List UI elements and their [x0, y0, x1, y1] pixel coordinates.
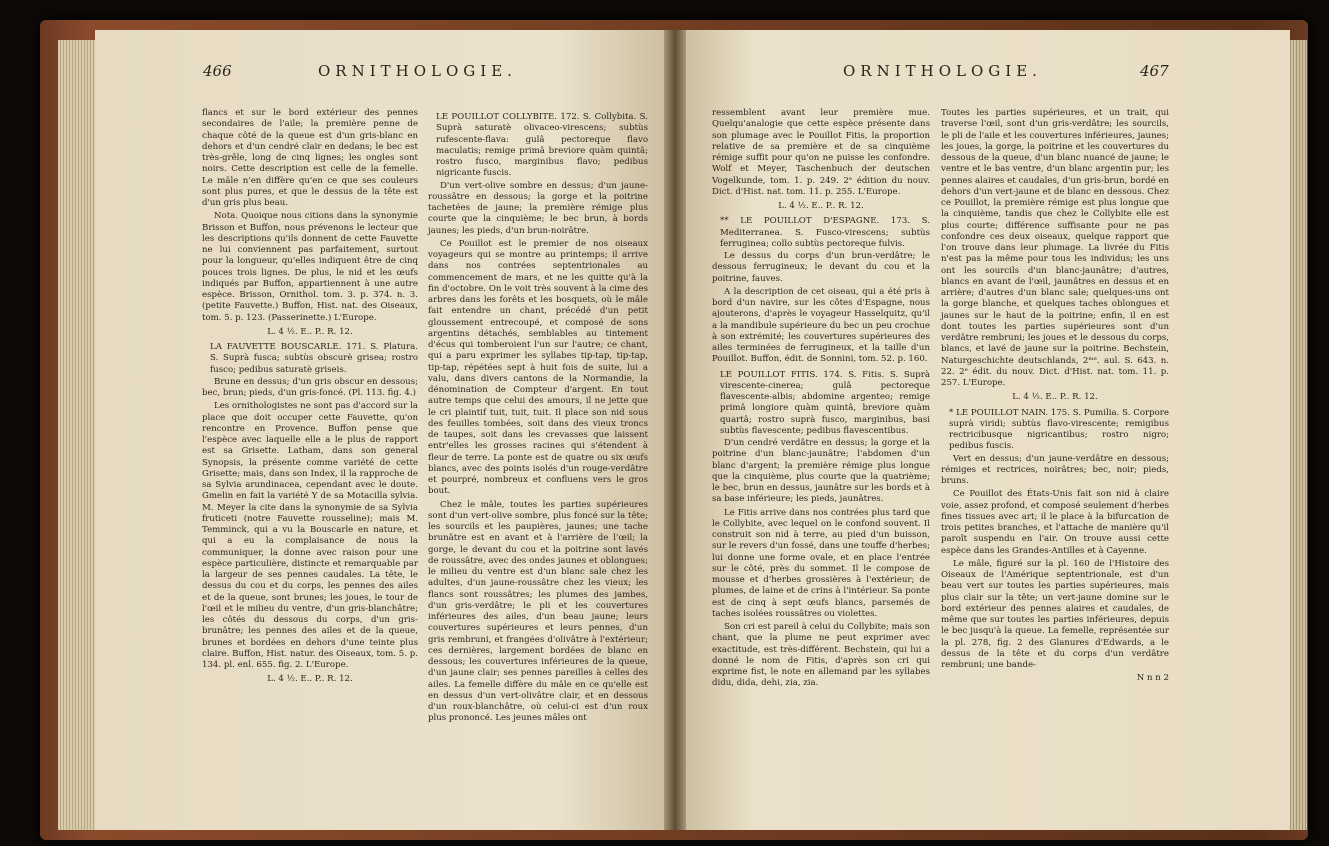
- paragraph: Le Fitis arrive dans nos contrées plus tard que le Collybite, avec lequel on le confond souvent. Il construit son nid à terre, au pied d'un buisson, sur le revers d'un fossé, dans une touffe d'herbes; lui donne une forme ovale, et en place l'entrée sur le côté, près du sommet. Il le compose de mousse et d'herbes grossières à l'extérieur; de plumes, de laine et de crins à l'intérieur. Sa ponte est de cinq à sept œufs blancs, parsemés de taches isolées roussâtres ou violettes.: [712, 507, 930, 619]
- paragraph: Le mâle, figuré sur la pl. 160 de l'Histoire des Oiseaux de l'Amérique septentrionale, est d'un beau vert sur toutes les parties supérieures, mais plus clair sur la tête; un vert-jaune domine sur le bord extérieur des pennes alaires et caudales, de même que sur toutes les parties inférieures, depuis le bec jusqu'à la queue. La femelle, représentée sur la pl. 278, fig. 2 des Glanures d'Edwards, a le dessus de la tête et du corps d'un verdâtre rembruni; une bande-: [941, 558, 1169, 670]
- species-entry-heading: * LE POUILLOT NAIN. 175. S. Pumilia. S. Corpore suprà viridi; subtùs flavo-virescente; remigibus rectricibusque nigricantibus; rostro nigro; pedibus fuscis.: [949, 407, 1169, 452]
- paragraph: Le dessus du corps d'un brun-verdâtre; le dessous ferrugineux; le devant du cou et la poitrine, fauves.: [712, 251, 930, 284]
- paragraph: ressemblent avant leur première mue. Quelqu'analogie que cette espèce présente dans son plumage avec le Pouillot Fitis, la proportion relative de sa première et de sa cinquième rémige suffit pour qu'on ne puisse les confondre. Wolf et Meyer, Taschenbuch der deutschen Vogelkunde, tom. 1. p. 249. 2ᵉ édition du nouv. Dict. d'Hist. nat. tom. 11. p. 255. L'Europe.: [712, 108, 930, 197]
- paragraph: A la description de cet oiseau, qui a été pris à bord d'un navire, sur les côtes d'Espagne, nous ajouterons, d'après le voyageur Hasselquitz, qu'il a la mandibule supérieure du bec un peu crochue à son extrémité; les couvertures supérieures des ailes terminées de ferrugineux, et la taille d'un Pouillot. Buffon, édit. de Sonnini, tom. 52. p. 160.: [712, 286, 930, 365]
- left-page-number: 466: [203, 62, 232, 80]
- paragraph: Chez le mâle, toutes les parties supérieures sont d'un vert-olive sombre, plus foncé sur la tête; les sourcils et les paupières, jaunes; une tache brunâtre est en avant et à l'arrière de l'œil; la gorge, le devant du cou et la poitrine sont lavés de roussâtre, avec des ondes jaunes et oblongues; le milieu du ventre est d'un blanc sale chez les adultes, d'un jaune-roussâtre chez les vieux; les flancs sont roussâtres; les plumes des jambes, d'un gris-verdâtre; le pli et les couvertures inférieures des ailes, d'un beau jaune; leurs couvertures supérieures et leurs pennes, d'un gris rembruni, et frangées d'olivâtre à l'extérieur; ces dernières, largement bordées de blanc en dessous; les couvertures inférieures de la queue, d'un jaune clair; ses pennes pareilles à celles des ailes. La femelle diffère du mâle en ce qu'elle est en dessus d'un vert-olivâtre clair, et en dessous d'un roux-blanchâtre, où celui-ci est d'un roux plus prononcé. Les jeunes mâles ont: [428, 499, 648, 724]
- paragraph: Son cri est pareil à celui du Collybite; mais son chant, que la plume ne peut exprimer avec exactitude, est très-différent. Bechstein, qui lui a donné le nom de Fitis, d'après son cri qui exprime fist, le note en allemand par les syllabes didu, dida, dehi, zia, zia.: [712, 622, 930, 689]
- measurement-line: L. 4 ½. E.. P.. R. 12.: [267, 674, 353, 685]
- paragraph: Les ornithologistes ne sont pas d'accord sur la place que doit occuper cette Fauvette, qu'on rencontre en Provence. Buffon pense que l'espèce avec laquelle elle a le plus de rapport est sa Grisette. Latham, dans son general Synopsis, la présente comme variété de cette Grisette; mais, dans son Index, il la rapproche de sa Sylvia arundinacea, cependant avec le doute. Gmelin en fait la variété Y de sa Motacilla sylvia. M. Meyer la cite dans la synonymie de sa Sylvia fruticeti (notre Fauvette rousseline); mais M. Temminck, qui a vu la Bouscarle en nature, et qui a eu la complaisance de nous la communiquer, la donne avec raison pour une espèce particulière, distincte et remarquable par la largeur de ses pennes caudales. La tête, le dessus du cou et du corps, les pennes des ailes et de la queue, sont brunes; les joues, le tour de l'œil et le milieu du ventre, d'un gris-blanchâtre; les côtés du dessous du corps, d'un gris-brunâtre; les pennes des ailes et de la queue, brunes et bordées en dehors d'une teinte plus claire. Buffon, Hist. natur. des Oiseaux, tom. 5. p. 134. pl. enl. 655. fig. 2. L'Europe.: [202, 401, 418, 670]
- paragraph: flancs et sur le bord extérieur des pennes secondaires de l'aile; la première penne de chaque côté de la queue est d'un gris-blanc en dehors et d'un cendré clair en dedans; le bec est très-grêle, long de cinq lignes; les ongles sont noirs. Cette description est celle de la femelle. Le mâle n'en diffère qu'en ce que ses couleurs sont plus pures, et que le dessus de la tête est d'un gris plus beau.: [202, 108, 418, 208]
- species-entry-heading: LA FAUVETTE BOUSCARLE. 171. S. Platura. S. Suprà fusca; subtùs obscurè grisea; rostro fusco; pedibus saturatè griseis.: [210, 342, 418, 375]
- right-page-column-2: [941, 108, 1169, 687]
- species-entry-heading: ** LE POUILLOT D'ESPAGNE. 173. S. Mediterranea. S. Fusco-virescens; subtùs ferruginea; collo subtùs pectoreque fulvis.: [720, 216, 930, 249]
- species-entry-heading: LE POUILLOT COLLYBITE. 172. S. Collybita. S. Suprà saturatè olivaceo-virescens; subtùs rufescente-flava: gulâ pectoreque flavo maculatis; remige primâ breviore quàm quintâ; rostro fusco, marginibus flavo; pedibus nigricante fuscis.: [436, 112, 648, 179]
- left-page-column-1: [202, 108, 418, 690]
- book-gutter: [664, 30, 686, 830]
- paragraph: Toutes les parties supérieures, et un trait, qui traverse l'œil, sont d'un gris-verdâtre; les sourcils, le pli de l'aile et les couvertures inférieures, jaunes; les joues, la gorge, la poitrine et les couvertures du dessous de la queue, d'un blanc nuancé de jaune; le ventre et le bas ventre, d'un blanc argentin pur; les pennes alaires et caudales, d'un gris-brun, bordé en dehors d'un vert-jaune et de blanc en dessous. Chez ce Pouillot, la première rémige est plus longue que la cinquième, tandis que chez le Collybite elle est plus courte; différence suffisante pour ne pas confondre ces deux oiseaux, quelque rapport que l'on trouve dans leur plumage. La livrée du Fitis n'est pas la même pour tous les individus; les uns ont les sourcils d'un blanc-jaunâtre; d'autres, blancs en avant de l'œil, jaunâtres en dessus et en arrière; d'autres d'un blanc sale; quelques-uns ont la gorge blanche, et quelques taches oblongues et jaunes sur le haut de la poitrine; enfin, il en est dont toutes les parties supérieures sont d'un verdâtre rembruni; les joues et le dessous du corps, blancs, et lavé de jaune sur la poitrine. Bechstein, Naturgeschichte deutschlands, 2ᵐᵉ. aul. S. 643. n. 22. 2ᵉ édit. du nouv. Dict. d'Hist. nat. tom. 11. p. 257. L'Europe.: [941, 108, 1169, 388]
- page-edges-left: [58, 40, 98, 830]
- paragraph: D'un cendré verdâtre en dessus; la gorge et la poitrine d'un blanc-jaunâtre; l'abdomen d'un blanc d'argent; la première rémige plus longue que la cinquième, plus courte que la quatrième; le bec, brun en dessus, jaunâtre sur les bords et à sa base inférieure; les pieds, jaunâtres.: [712, 438, 930, 505]
- measurement-line: L. 4 ½. E.. P.. R. 12.: [267, 326, 353, 337]
- signature-mark: N n n 2: [1136, 673, 1169, 684]
- right-running-head: ORNITHOLOGIE.: [843, 62, 1042, 80]
- right-page-number: 467: [1140, 62, 1169, 80]
- paragraph: Ce Pouillot des États-Unis fait son nid à claire voie, assez profond, et composé seulement d'herbes fines tissues avec art; il le place à la bifurcation de trois petites branches, et l'attache de manière qu'il paroît suspendu en l'air. On trouve aussi cette espèce dans les Grandes-Antilles et à Cayenne.: [941, 489, 1169, 556]
- paragraph: D'un vert-olive sombre en dessus; d'un jaune-roussâtre en dessous; la gorge et la poitrine tachetées de jaune; la première rémige plus courte que la cinquième; le bec brun, à bords jaunes; les pieds, d'un brun-noirâtre.: [428, 180, 648, 236]
- paragraph: Ce Pouillot est le premier de nos oiseaux voyageurs qui se montre au printemps; il arrive dans nos contrées septentrionales au commencement de mars, et ne les quitte qu'à la fin d'octobre. On le voit très souvent à la cime des arbres dans les forêts et les bosquets, où le mâle fait entendre un chant, précédé d'un petit gloussement entrecoupé, et composé de sons argentins détachés, semblables au tintement d'écus qui tomberoient l'un sur l'autre; ce chant, qui a paru exprimer les syllabes tip-tap, tip-tap, tip-tap, répétées sept à huit fois de suite, lui a valu, dans divers cantons de la Normandie, la dénomination de Compteur d'argent. En tout autre temps que celui des amours, il ne jette que le cri plaintif tuit, tuit, tuit. Il place son nid sous des feuilles tombées, soit dans des vieux troncs de taupes, soit dans les crevasses que laissent entr'elles les grosses racines qui s'étendent à fleur de terre. La ponte est de quatre ou six œufs blancs, avec des points isolés d'un rouge-verdâtre et pourpré, nombreux et confluens vers le gros bout.: [428, 238, 648, 497]
- left-page-column-2: [428, 108, 648, 727]
- right-page-column-1: [712, 108, 930, 692]
- left-running-head: ORNITHOLOGIE.: [318, 62, 517, 80]
- paragraph: Brune en dessus; d'un gris obscur en dessous; bec, brun; pieds, d'un gris-foncé. (Pl. 113. fig. 4.): [202, 376, 418, 398]
- paragraph: Vert en dessus; d'un jaune-verdâtre en dessous; rémiges et rectrices, noirâtres; bec, noir; pieds, bruns.: [941, 453, 1169, 486]
- measurement-line: L. 4 ½. E.. P.. R. 12.: [778, 201, 864, 211]
- measurement-line: L. 4 ½. E.. P.. R. 12.: [1012, 392, 1098, 403]
- species-entry-heading: LE POUILLOT FITIS. 174. S. Fitis. S. Suprà virescente-cinerea; gulâ pectoreque flavescente-albis; abdomine argenteo; remige primâ longiore quàm quintâ, breviore quàm quartâ; rostro suprà fusco, marginibus, basi subtùs flavescente; pedibus flavescentibus.: [720, 369, 930, 436]
- paragraph: Nota. Quoique nous citions dans la synonymie Brisson et Buffon, nous prévenons le lecteur que les descriptions qu'ils donnent de cette Fauvette ne lui conviennent pas parfaitement, surtout pour la longueur, qu'elles indiquent être de cinq pouces trois lignes. De plus, le nid et les œufs indiqués par Buffon, appartiennent à une autre espèce. Brisson, Ornithol. tom. 3. p. 374. n. 3. (petite Fauvette.) Buffon, Hist. nat. des Oiseaux, tom. 5. p. 123. (Passerinette.) L'Europe.: [202, 211, 418, 323]
